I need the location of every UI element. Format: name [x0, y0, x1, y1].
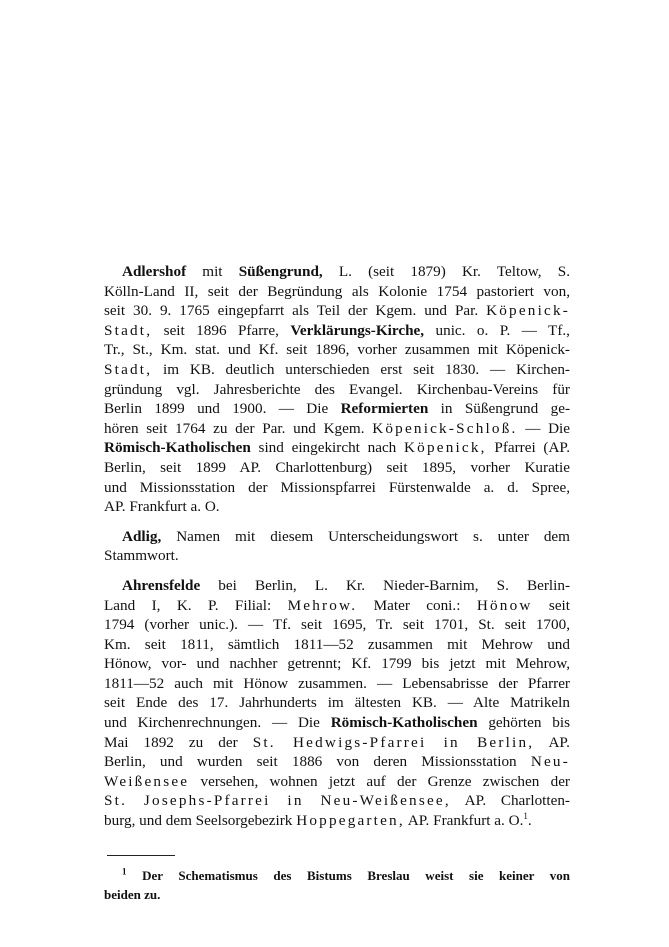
text-segment: mit	[186, 263, 239, 280]
text-line	[104, 546, 570, 566]
text-line	[104, 527, 570, 547]
text-segment: Köpenick,	[404, 439, 487, 457]
text-segment: bei Berlin, L. Kr. Nieder-Barnim, S. Berlin-	[200, 576, 570, 594]
text-line	[104, 811, 570, 831]
text-line	[104, 262, 570, 282]
text-segment: Stadt,	[104, 321, 153, 339]
text-segment: Hönow	[476, 596, 533, 614]
text-segment: Hoppegarten,	[296, 812, 405, 830]
text-segment: Berlin, und wurden seit 1886 von deren Missionsstation	[104, 753, 531, 771]
text-segment: und Missionsstation der Missionspfarrei Fürstenwalde a. d. Spree,	[104, 478, 570, 496]
footnote	[104, 866, 570, 904]
text-segment: Neu-	[530, 753, 570, 771]
paragraph	[104, 262, 570, 517]
footnote-divider	[107, 855, 175, 856]
text-segment: gehörten bis	[477, 714, 571, 732]
text-segment: Mater coni.:	[357, 596, 477, 614]
entry-heading: Ahrensfelde	[122, 576, 201, 594]
text-segment: im KB. deutlich unterschieden erst seit 1830. — Kirchen-	[152, 360, 570, 378]
text-segment: 1794 (vorher unic.). — Tf. seit 1695, Tr. seit 1701, St. seit 1700,	[104, 616, 570, 634]
text-segment: Köpenick-Schloß.	[372, 419, 518, 437]
text-segment: Tr., St., Km. stat. und Kf. seit 1896, vorher zusammen mit Köpenick-	[104, 341, 570, 359]
text-segment: Namen mit diesem Unterscheidungswort s. unter dem	[161, 527, 570, 545]
text-line	[104, 772, 570, 792]
entry-heading: Römisch-Katholischen	[330, 714, 478, 732]
text-line	[104, 458, 570, 478]
text-segment: St. Hedwigs-Pfarrei in Berlin,	[252, 733, 535, 751]
entry-heading: Adlershof	[122, 263, 187, 280]
text-line	[104, 399, 570, 419]
paragraph	[104, 527, 570, 566]
text-segment: Pfarrei (AP.	[486, 439, 570, 457]
text-segment: seit 30. 9. 1765 eingepfarrt als Teil der Kgem. und Par.	[104, 302, 487, 320]
footnote-marker: 1	[122, 866, 127, 877]
text-segment: .	[527, 812, 532, 830]
text-line	[104, 635, 570, 655]
text-segment: sind eingekircht nach	[250, 439, 404, 457]
text-segment: Stammwort.	[104, 547, 179, 565]
text-segment: AP. Frankfurt a. O.	[404, 812, 524, 830]
entry-heading: Reformierten	[340, 400, 429, 418]
text-line	[104, 340, 570, 360]
text-line	[104, 733, 570, 753]
text-segment: AP.	[534, 733, 570, 751]
text-line	[104, 866, 570, 885]
entry-heading: Süßengrund,	[238, 263, 323, 280]
text-segment: Kölln-Land II, seit der Begründung als Kolonie 1754 pastoriert von,	[104, 282, 570, 300]
text-segment: burg, und dem Seelsorgebezirk	[104, 812, 297, 830]
entry-heading: Adlig,	[122, 527, 162, 545]
text-line	[104, 693, 570, 713]
text-line	[104, 615, 570, 635]
text-segment: Berlin, seit 1899 AP. Charlottenburg) seit 1895, vorher Kuratie	[104, 458, 570, 476]
text-segment: AP. Frankfurt a. O.	[104, 498, 220, 516]
text-segment: versehen, wohnen jetzt auf der Grenze zwischen der	[189, 772, 570, 790]
text-segment: 1811—52 auch mit Hönow zusammen. — Lebensabrisse der Pfarrer	[104, 674, 570, 692]
text-line	[104, 380, 570, 400]
entry-heading: Römisch-Katholischen	[104, 439, 251, 457]
text-line	[104, 282, 570, 302]
text-segment: Mai 1892 zu der	[104, 733, 253, 751]
text-segment: seit	[532, 596, 571, 614]
entry-heading: Verklärungs-Kirche,	[290, 321, 425, 339]
text-line	[104, 438, 570, 458]
document-body	[104, 262, 570, 841]
text-line	[104, 301, 570, 321]
footnote-marker: 1	[523, 810, 528, 821]
text-line	[104, 321, 570, 341]
text-segment: — Die	[517, 419, 570, 437]
text-segment: Berlin 1899 und 1900. — Die	[104, 400, 341, 418]
text-segment: in Süßengrund ge-	[428, 400, 570, 418]
text-line	[104, 674, 570, 694]
text-line	[104, 713, 570, 733]
text-line	[104, 885, 570, 904]
text-segment: Km. seit 1811, sämtlich 1811—52 zusammen mit Mehrow und	[104, 635, 570, 653]
text-segment: Weißensee	[104, 772, 190, 790]
text-segment: gründung vgl. Jahresberichte des Evangel. Kirchenbau-Vereins für	[104, 380, 570, 398]
text-line	[104, 497, 570, 517]
text-line	[104, 791, 570, 811]
text-segment: St. Josephs-Pfarrei in Neu-Weißensee,	[104, 792, 451, 810]
text-segment: Hönow, vor- und nachher getrennt; Kf. 1799 bis jetzt mit Mehrow,	[104, 655, 570, 673]
text-segment: AP. Charlotten-	[450, 792, 570, 810]
text-segment: Der Schematismus des Bistums Breslau weist sie keiner von	[126, 868, 570, 883]
text-line	[104, 419, 570, 439]
text-segment: Mehrow.	[287, 596, 358, 614]
text-segment: L. (seit 1879) Kr. Teltow, S.	[322, 263, 570, 280]
text-segment: und Kirchenrechnungen. — Die	[104, 714, 331, 732]
text-line	[104, 596, 570, 616]
text-segment: unic. o. P. — Tf.,	[424, 321, 570, 339]
text-segment: seit Ende des 17. Jahrhunderts im ältesten KB. — Alte Matrikeln	[104, 694, 570, 712]
text-segment: Stadt,	[104, 360, 153, 378]
text-segment: Köpenick-	[486, 302, 570, 320]
text-segment: beiden zu.	[104, 887, 161, 902]
text-segment: hören seit 1764 zu der Par. und Kgem.	[104, 419, 373, 437]
text-line	[104, 654, 570, 674]
paragraph	[104, 576, 570, 831]
text-line	[104, 576, 570, 596]
text-line	[104, 478, 570, 498]
text-segment: seit 1896 Pfarre,	[152, 321, 291, 339]
text-line	[104, 360, 570, 380]
text-line	[104, 752, 570, 772]
text-segment: Land I, K. P. Filial:	[104, 596, 288, 614]
